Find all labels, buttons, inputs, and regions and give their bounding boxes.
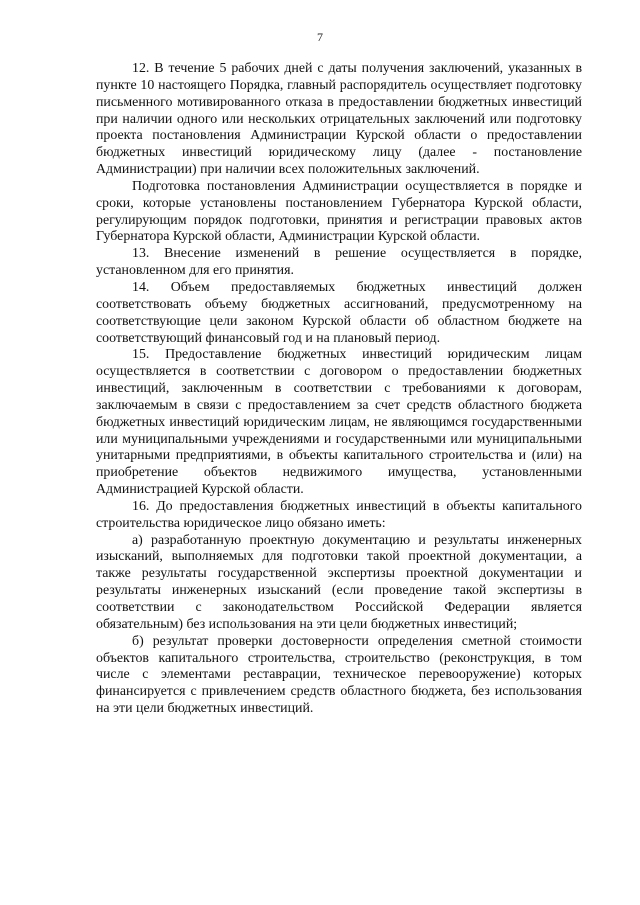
paragraph-13: 13. Внесение изменений в решение осуществляется в порядке, установленном для его принятия. xyxy=(96,246,582,279)
document-body xyxy=(96,61,582,718)
paragraph-14: 14. Объем предоставляемых бюджетных инвестиций должен соответствовать объему бюджетных ассигнований, предусмотренному на соответствующие цели законом Курской области об областном бюджете на соответствующий финансовый год и на плановый период. xyxy=(96,279,582,346)
paragraph-15: 15. Предоставление бюджетных инвестиций юридическим лицам осуществляется в соответствии с договором о предоставлении бюджетных инвестиций, заключенным в соответствии с требованиями к договорам, заключаемым в связи с предоставлением за счет средств областного бюджета бюджетных инвестиций юридическим лицам, не являющимся государственными или муниципальными учреждениями и государственными или муниципальными унитарными предприятиями, в объекты капитального строительства и (или) на приобретение объектов недвижимого имущества, установленными Администрацией Курской области. xyxy=(96,347,582,498)
page-number: 7 xyxy=(317,30,323,44)
paragraph-resolution-preparation: Подготовка постановления Администрации осуществляется в порядке и сроки, которые установлены постановлением Губернатора Курской области, регулирующим порядок подготовки, принятия и регистрации правовых актов Губернатора Курской области, Администрации Курской области. xyxy=(96,178,582,245)
paragraph-16-b: б) результат проверки достоверности определения сметной стоимости объектов капитального строительства, строительство (реконструкция, в том числе с элементами реставрации, техническое перевооружение) которых финансируется с привлечением средств областного бюджета, без использования на эти цели бюджетных инвестиций. xyxy=(96,633,582,717)
paragraph-16: 16. До предоставления бюджетных инвестиций в объекты капитального строительства юридическое лицо обязано иметь: xyxy=(96,498,582,531)
paragraph-16-a: а) разработанную проектную документацию и результаты инженерных изысканий, выполняемых для подготовки такой проектной документации, а также результаты государственной экспертизы проектной документации и результаты инженерных изысканий (если проведение такой экспертизы в соответствии с законодательством Российской Федерации является обязательным) без использования на эти цели бюджетных инвестиций; xyxy=(96,532,582,632)
paragraph-12: 12. В течение 5 рабочих дней с даты получения заключений, указанных в пункте 10 настоящего Порядка, главный распорядитель осуществляет подготовку письменного мотивированного отказа в предоставлении бюджетных инвестиций при наличии одного или нескольких отрицательных заключений или подготовку проекта постановления Администрации Курской области о предоставлении бюджетных инвестиций юридическому лицу (далее - постановление Администрации) при наличии всех положительных заключений. xyxy=(96,61,582,178)
